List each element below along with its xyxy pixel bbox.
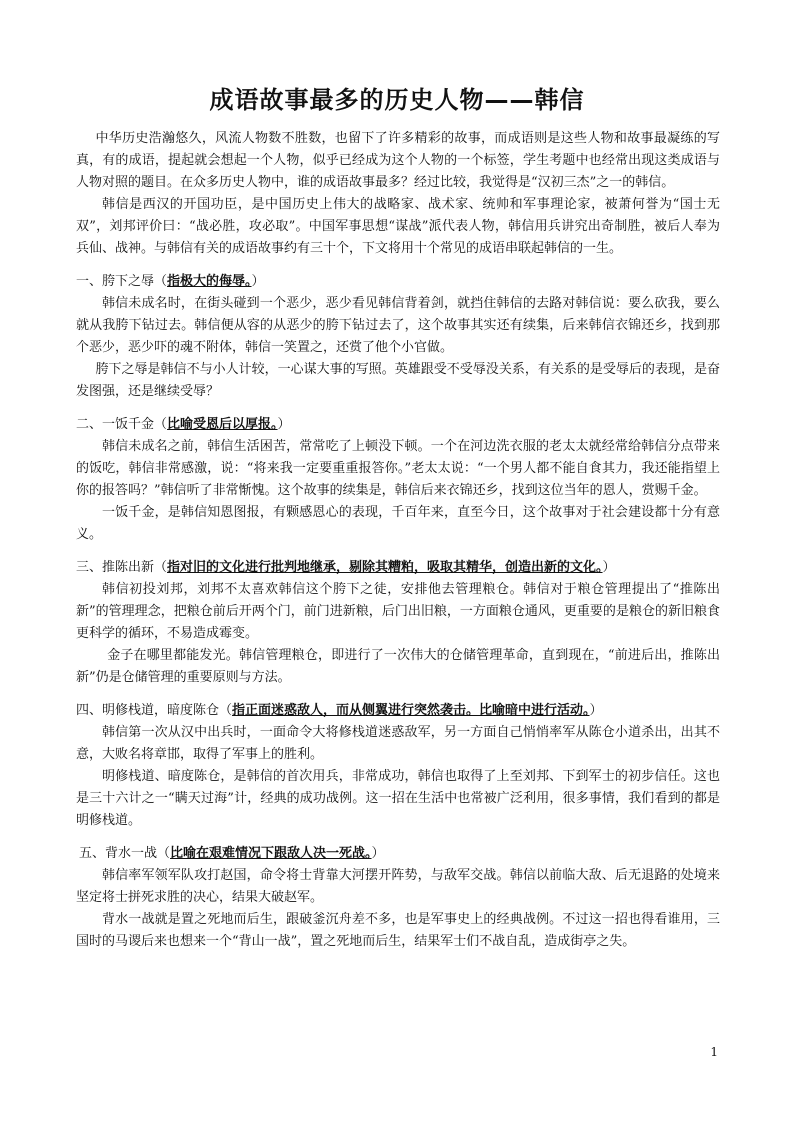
section-heading: 二、一饭千金（比喻受恩后以厚报。）: [76, 417, 291, 432]
section-paragraph: 韩信率军领军队攻打赵国，命令将士背靠大河摆开阵势，与敌军交战。韩信以前临大敌、后无退路的处境来坚定将士拼死求胜的决心，结果大破赵军。: [76, 868, 720, 905]
page-number: 1: [710, 1045, 718, 1059]
section-3: [76, 557, 720, 689]
idiom-meaning: 比喻受恩后以厚报。: [167, 417, 278, 432]
section-paragraph: 韩信初投刘邦，刘邦不太喜欢韩信这个胯下之徒，安排他去管理粮仓。韩信对于粮仓管理提出了“推陈出新”的管理理念，把粮仓前后开两个门，前门进新粮，后门出旧粮，一方面粮仓通风，更重要的是粮仓的新旧粮食更科学的循环，不易造成霉变。: [76, 582, 720, 641]
section-heading: 三、推陈出新（指对旧的文化进行批判地继承，剔除其糟粕，吸取其精华，创造出新的文化。）: [76, 560, 616, 575]
section-paragraph: 一饭千金，是韩信知恩图报，有颗感恩心的表现，千百年来，直至今日，这个故事对于社会建设都十分有意义。: [76, 505, 720, 542]
idiom-meaning: 比喻在艰难情况下跟敌人决一死战。: [170, 846, 372, 861]
idiom-meaning: 指正面迷惑敌人，而从侧翼进行突然袭击。比喻暗中进行活动。: [232, 703, 590, 718]
section-paragraph: 胯下之辱是韩信不与小人计较，一心谋大事的写照。英雄跟受不受辱没关系，有关系的是受辱后的表现，是奋发图强，还是继续受辱？: [76, 362, 720, 399]
section-4: [76, 700, 720, 832]
section-paragraph: 背水一战就是置之死地而后生，跟破釜沉舟差不多，也是军事史上的经典战例。不过这一招也得看谁用，三国时的马谡后来也想来一个“背山一战”，置之死地而后生，结果军士们不战自乱，造成街亭之失。: [76, 912, 720, 949]
intro-paragraph-2: 韩信是西汉的开国功臣，是中国历史上伟大的战略家、战术家、统帅和军事理论家，被萧何誉为“国士无双”，刘邦评价曰：“战必胜，攻必取”。中国军事思想“谋战”派代表人物，韩信用兵讲究出奇制胜，被后人奉为兵仙、战神。与韩信有关的成语故事约有三十个，下文将用十个常见的成语串联起韩信的一生。: [76, 197, 720, 256]
section-5: [76, 843, 720, 953]
idiom-meaning: 指对旧的文化进行批判地继承，剔除其糟粕，吸取其精华，创造出新的文化。: [167, 560, 603, 575]
section-heading: 四、明修栈道，暗度陈仓（指正面迷惑敌人，而从侧翼进行突然袭击。比喻暗中进行活动。）: [76, 703, 603, 718]
section-paragraph: 韩信未成名之前，韩信生活困苦，常常吃了上顿没下顿。一个在河边洗衣服的老太太就经常给韩信分点带来的饭吃，韩信非常感激，说：“将来我一定要重重报答你。”老太太说：“一个男人都不能自食其力，我还能指望上你的报答吗？”韩信听了非常惭愧。这个故事的续集是，韩信后来衣锦还乡，找到这位当年的恩人，赏赐千金。: [76, 439, 720, 498]
idiom-meaning: 指极大的侮辱。: [167, 274, 252, 289]
section-2: [76, 414, 720, 546]
section-paragraph: 金子在哪里都能发光。韩信管理粮仓，即进行了一次伟大的仓储管理革命，直到现在，“前进后出，推陈出新”仍是仓储管理的重要原则与方法。: [76, 648, 720, 685]
section-paragraph: 韩信第一次从汉中出兵时，一面命令大将修栈道迷惑敌军，另一方面自己悄悄率军从陈仓小道杀出，出其不意，大败名将章邯，取得了军事上的胜利。: [76, 725, 720, 762]
document-title: 成语故事最多的历史人物——韩信: [209, 86, 585, 114]
document-body: [76, 128, 720, 953]
section-heading: 一、胯下之辱（指极大的侮辱。）: [76, 274, 265, 289]
section-1: [76, 271, 720, 403]
section-paragraph: 韩信未成名时，在街头碰到一个恶少，恶少看见韩信背着剑，就挡住韩信的去路对韩信说：要么砍我，要么就从我胯下钻过去。韩信便从容的从恶少的胯下钻过去了，这个故事其实还有续集，后来韩信衣锦还乡，找到那个恶少，恶少吓的魂不附体，韩信一笑置之，还赏了他个小官做。: [76, 296, 720, 355]
intro-paragraph-1: 中华历史浩瀚悠久，风流人物数不胜数，也留下了许多精彩的故事，而成语则是这些人物和故事最凝练的写真，有的成语，提起就会想起一个人物，似乎已经成为这个人物的一个标签，学生考题中也经常出现这类成语与人物对照的题目。在众多历史人物中，谁的成语故事最多？经过比较，我觉得是“汉初三杰”之一的韩信。: [76, 131, 720, 190]
section-heading: 五、背水一战（比喻在艰难情况下跟敌人决一死战。）: [79, 846, 385, 861]
section-paragraph: 明修栈道、暗度陈仓，是韩信的首次用兵，非常成功，韩信也取得了上至刘邦、下到军士的初步信任。这也是三十六计之一“瞒天过海”计，经典的成功战例。这一招在生活中也常被广泛利用，很多事情，我们看到的都是明修栈道。: [76, 769, 720, 828]
